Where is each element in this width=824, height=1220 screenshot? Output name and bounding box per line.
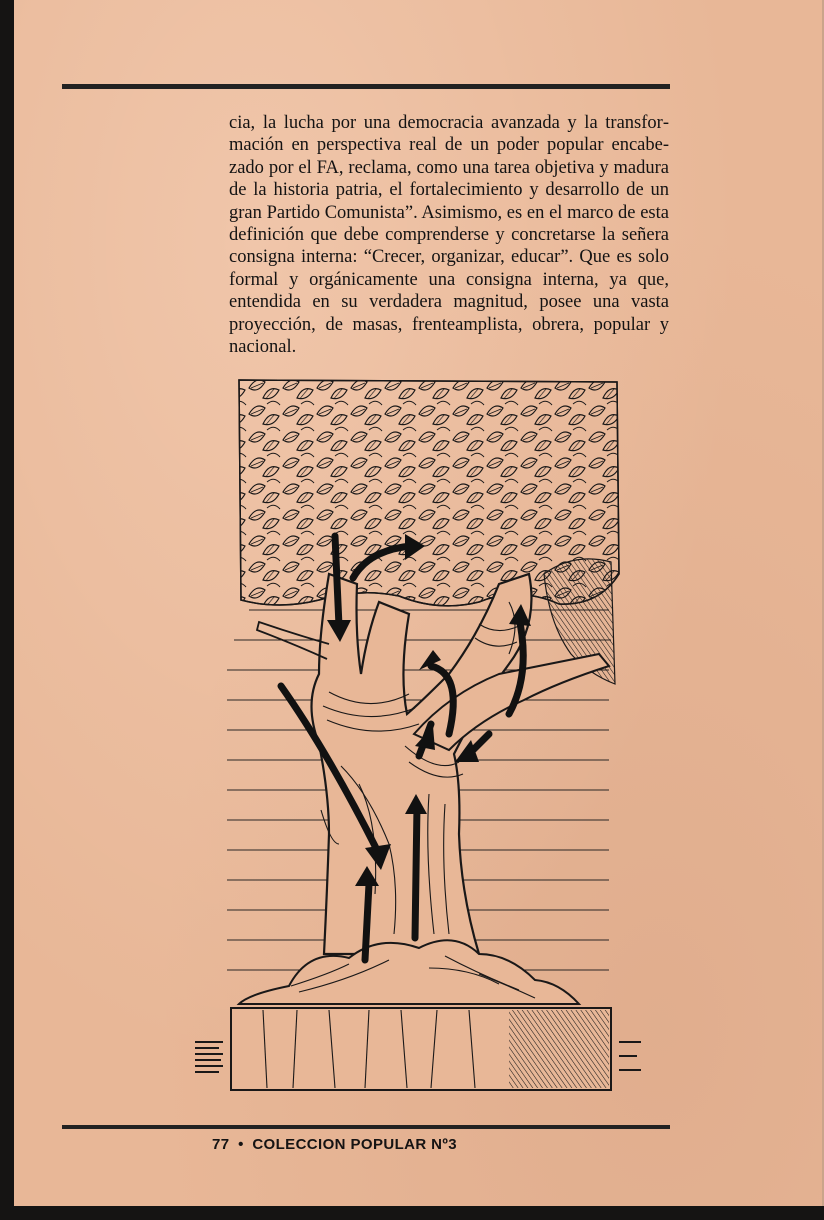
page-number: 77 [212, 1136, 230, 1153]
page-footer [212, 1136, 457, 1153]
body-paragraph: cia, la lucha por una democracia avanzada y la transformación en perspectiva real de un poder popular encabezado por el FA, reclama, como una tarea objetiva y madura de la historia patria, el fortalecimiento y desarrollo de un gran Partido Comunista”. Asimismo, es en el marco de esta definición que debe comprenderse y concretarse la señera consigna interna: “Crecer, organizar, educar”. Que es solo formal y orgánicamente una consigna interna, ya que, entendida en su verdadera magnitud, posee una vasta proyección, de masas, frenteamplista, obrera, popular y nacional. [229, 113, 669, 358]
top-rule [62, 84, 670, 89]
collection-title: COLECCION POPULAR Nº3 [252, 1136, 458, 1153]
tree-with-arrows-icon [179, 374, 641, 1096]
bottom-rule [62, 1125, 670, 1129]
book-page [14, 0, 824, 1206]
tree-illustration [179, 374, 641, 1096]
footer-separator: • [238, 1136, 244, 1153]
